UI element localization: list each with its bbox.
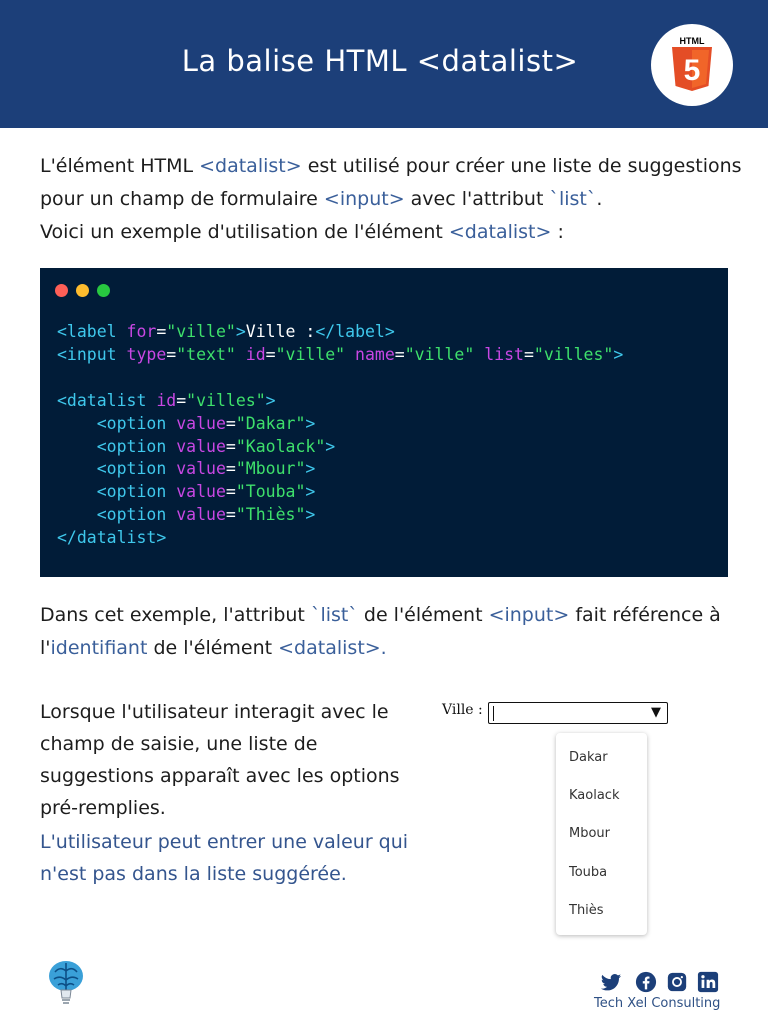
instagram-icon[interactable]	[666, 971, 688, 993]
header-banner	[0, 0, 768, 128]
suggestion-item-touba[interactable]: Touba	[569, 865, 608, 880]
input-keyword: <input>	[323, 188, 405, 210]
html5-badge-label: HTML	[679, 36, 705, 46]
suggestion-item-dakar[interactable]: Dakar	[569, 750, 608, 765]
company-name: Tech Xel Consulting	[594, 996, 721, 1011]
html5-badge-number: 5	[683, 54, 701, 87]
input-keyword: <input>	[488, 604, 570, 626]
suggestion-item-thies[interactable]: Thiès	[569, 903, 604, 918]
suggestion-list	[556, 733, 647, 935]
code-line-datalist-open: <datalist id="villes">	[57, 390, 276, 410]
code-line-option: <option value="Thiès">	[96, 505, 316, 525]
suggestion-item-mbour[interactable]: Mbour	[569, 826, 611, 841]
datalist-keyword: <datalist>.	[278, 637, 387, 659]
dropdown-arrow-icon[interactable]: ▼	[651, 705, 661, 720]
window-maximize-dot	[97, 284, 110, 297]
intro-paragraph: L'élément HTML <datalist> est utilisé pour créer une liste de suggestions pour un champ de formulaire <input> avec l'attribut `list`. Voici un exemple d'utilisation de l'élément <datalist> :	[40, 155, 742, 243]
datalist-keyword: <datalist>	[199, 155, 302, 177]
list-keyword: `list`	[549, 188, 597, 210]
ville-input[interactable]	[488, 702, 668, 724]
identifiant-keyword: identifiant	[50, 637, 148, 659]
code-line-datalist-close: </datalist>	[57, 528, 167, 548]
suggestion-item-kaolack[interactable]: Kaolack	[569, 788, 620, 803]
explanation-paragraph: Dans cet exemple, l'attribut `list` de l'élément <input> fait référence à l'identifiant de l'élément <datalist>.	[40, 604, 721, 659]
text-caret	[493, 706, 494, 721]
code-line-label: <label for="ville">Ville :</label>	[57, 322, 395, 341]
window-minimize-dot	[76, 284, 89, 297]
page-title: La balise HTML <datalist>	[181, 44, 579, 78]
twitter-icon[interactable]	[600, 971, 622, 993]
description-paragraph: Lorsque l'utilisateur interagit avec le champ de saisie, une liste de suggestions apparaît avec les options pré-remplies. L'utilisateur peut entrer une valeur qui n'est pas dans la liste suggérée.	[40, 701, 409, 885]
code-line-option: <option value="Touba">	[96, 482, 316, 502]
facebook-icon[interactable]	[635, 971, 657, 993]
html5-shield-icon	[651, 24, 733, 106]
code-line-option: <option value="Kaolack">	[96, 436, 336, 456]
code-line-option: <option value="Dakar">	[96, 413, 316, 433]
code-line-option: <option value="Mbour">	[96, 459, 316, 479]
code-listing	[57, 321, 623, 550]
demo-ville-label: Ville :	[442, 702, 483, 718]
code-line-input: <input type="text" id="ville" name="ville" list="villes">	[57, 344, 624, 364]
list-keyword: `list`	[310, 604, 358, 626]
linkedin-icon[interactable]	[697, 971, 719, 993]
datalist-keyword: <datalist>	[448, 221, 552, 243]
html5-logo	[651, 24, 733, 106]
window-close-dot	[55, 284, 68, 297]
brain-bulb-logo	[46, 958, 86, 1006]
